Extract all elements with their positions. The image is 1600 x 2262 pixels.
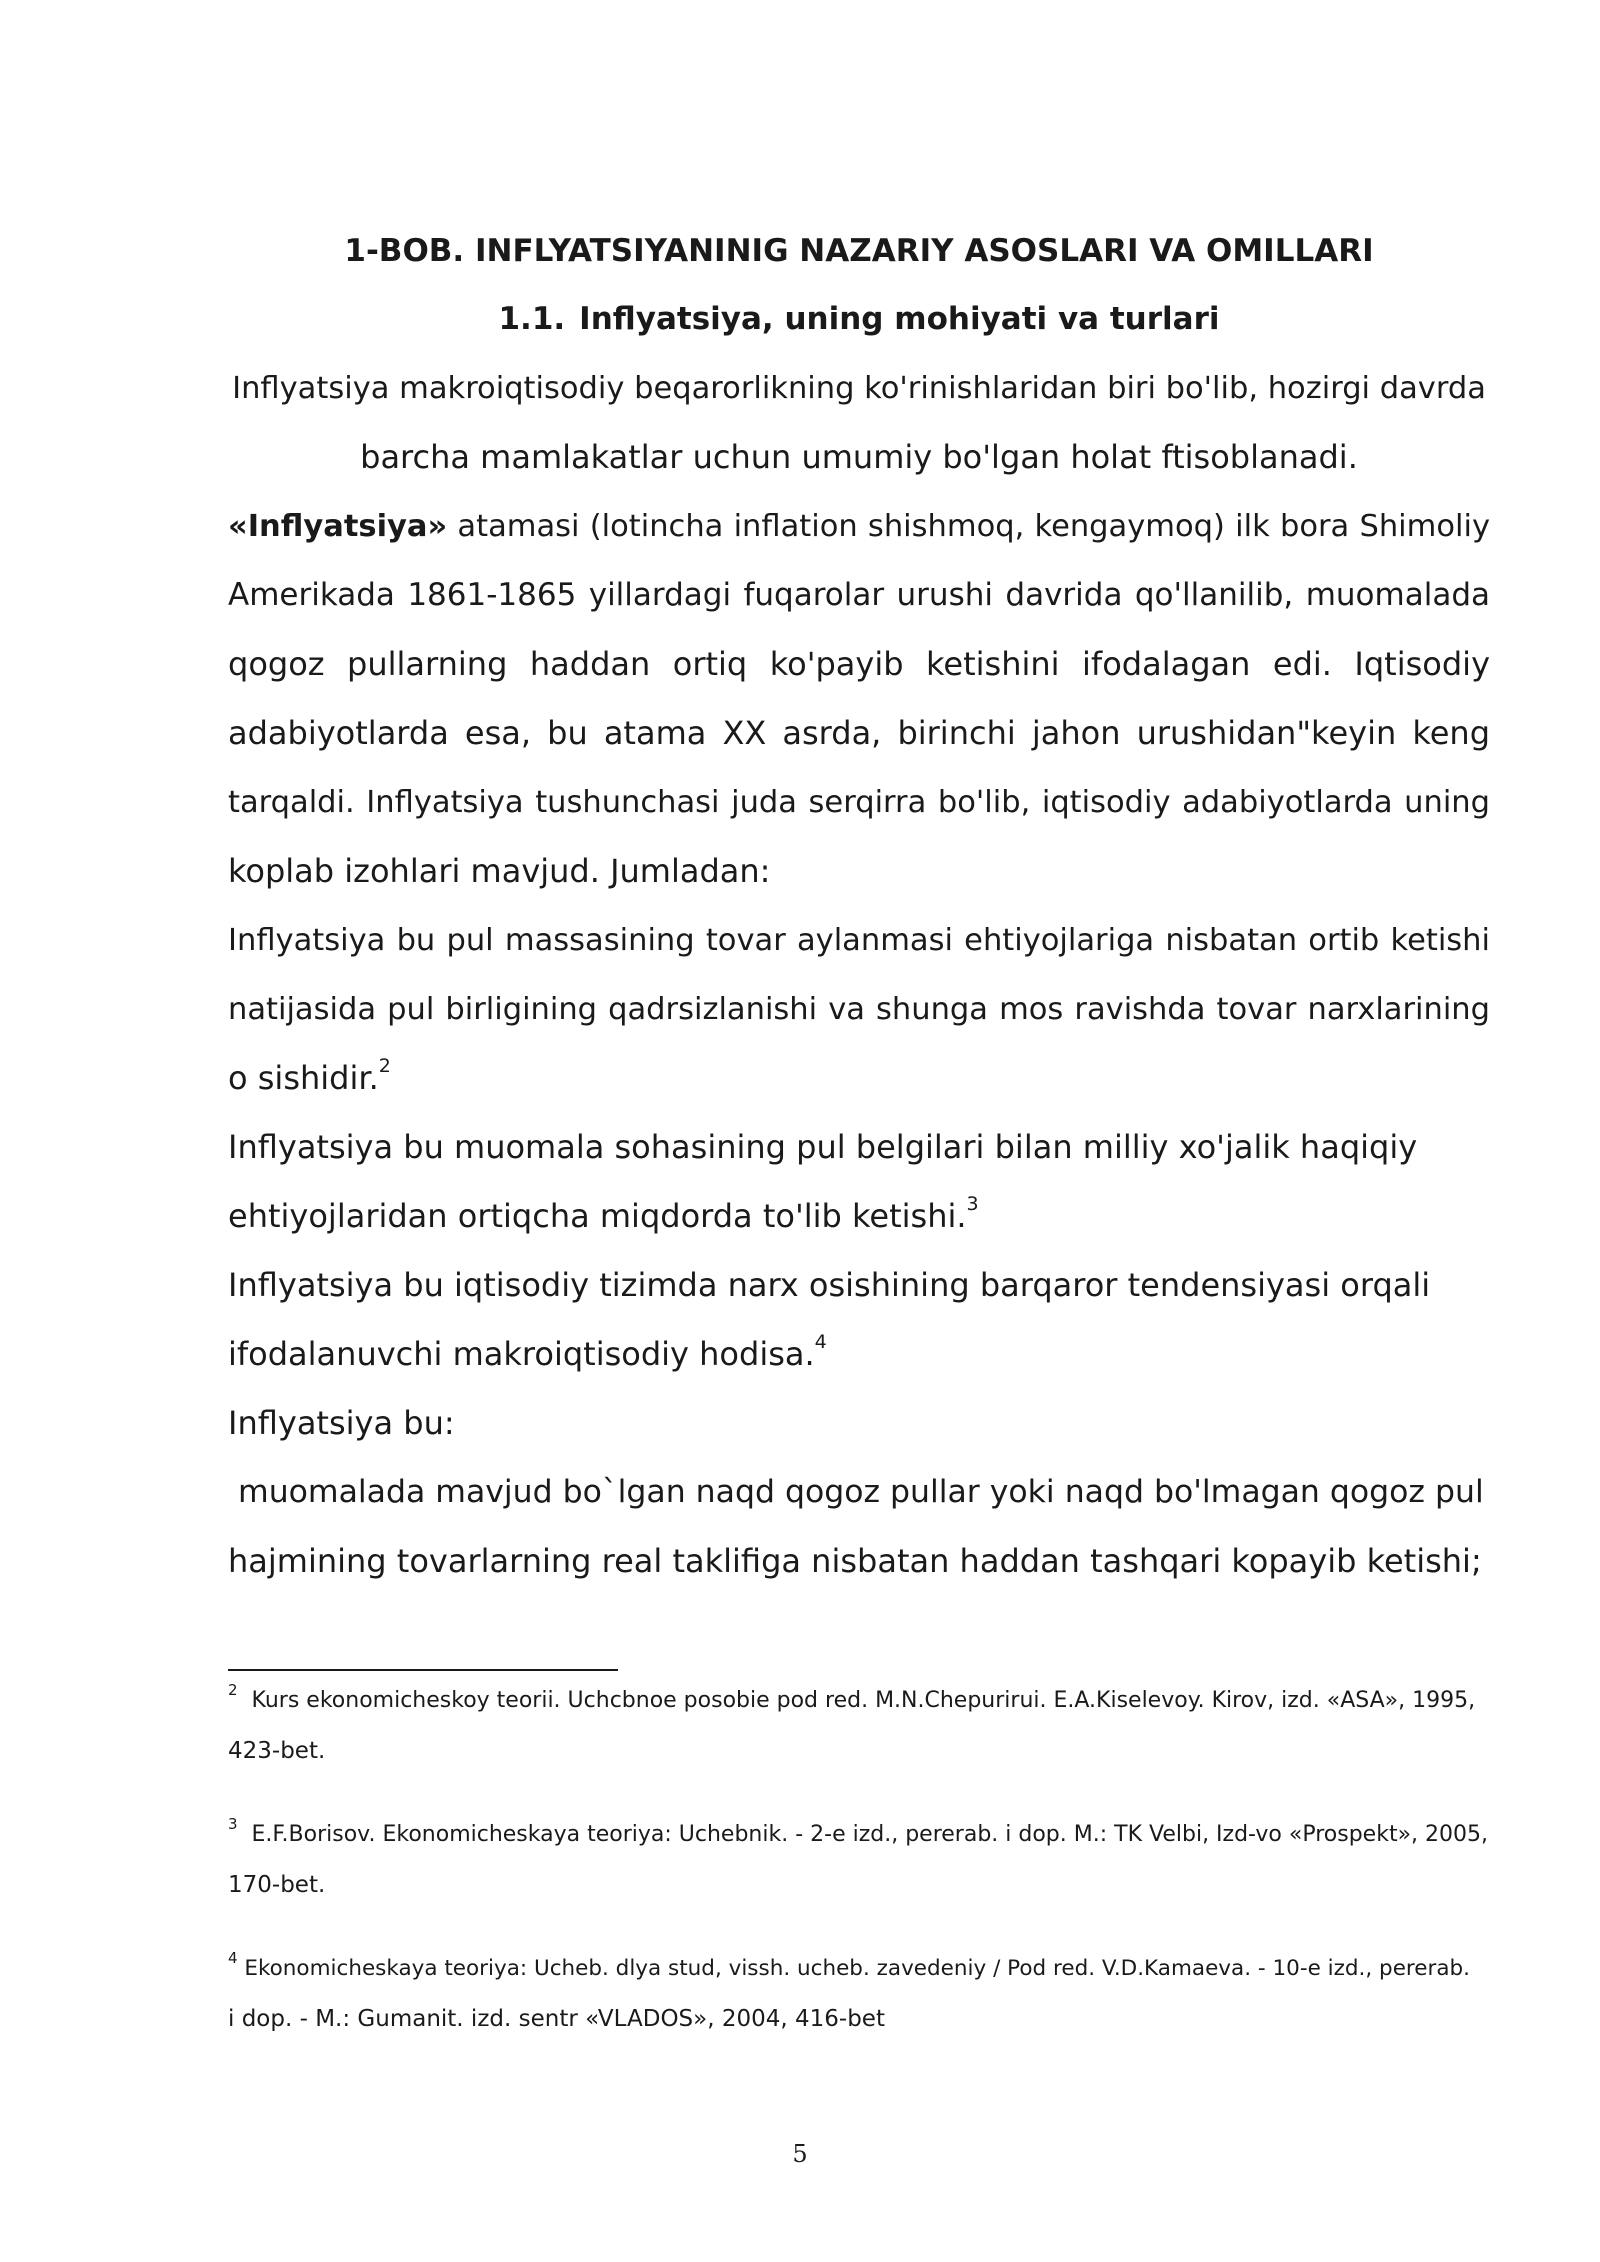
footnote-line (228, 1944, 1490, 1994)
definition-text: o sishidir. (228, 1059, 379, 1097)
footnote-text: Kurs ekonomicheskoy teorii. Uchcbnoe posobie pod red. M.N.Chepurirui. E.A.Kiselevoy. Kirov, izd. «ASA», 1995, (237, 1688, 1476, 1713)
paragraph-line: koplab izohlari mavjud. Jumladan: (228, 852, 771, 890)
footnote-line: i dop. - M.: Gumanit. izd. sentr «VLADOS», 2004, 416-bet (228, 2006, 885, 2032)
footnote-separator (228, 1669, 618, 1671)
section-title: Inflyatsiya, uning mohiyati va turlari (579, 301, 1220, 337)
definition-line (228, 1182, 1490, 1251)
section-number: 1.1. (498, 301, 566, 337)
paragraph-line: Amerikada 1861-1865 yillardagi fuqarolar urushi davrida qo'llanilib, muomalada (228, 577, 1490, 613)
footnote-text: E.F.Borisov. Ekonomicheskaya teoriya: Uchebnik. - 2-e izd., pererab. i dop. M.: TK Velbi, Izd-vo «Prospekt», 2005, (237, 1822, 1488, 1847)
definition-line: natijasida pul birligining qadrsizlanishi va shunga mos ravishda tovar narxlarining (228, 992, 1490, 1027)
footnote-reference[interactable]: 2 (378, 1055, 391, 1077)
definition-line (228, 1044, 1490, 1113)
footnote-text: Ekonomicheskaya teoriya: Ucheb. dlya stud, vissh. ucheb. zavedeniy / Pod red. V.D.Kamaeva. - 10-e izd., pererab. (237, 1956, 1471, 1981)
footnote-mark: 3 (228, 1815, 238, 1833)
footnote-line (228, 1676, 1490, 1726)
definition-line: Inflyatsiya bu muomala sohasining pul belgilari bilan milliy xo'jalik haqiqiy (228, 1128, 1418, 1166)
chapter-title: 1-BOB. INFLYATSIYANINIG NAZARIY ASOSLARI VA OMILLARI (344, 233, 1374, 269)
footnote-reference[interactable]: 3 (966, 1193, 979, 1215)
definition-line (228, 1320, 1490, 1389)
definition-line: muomalada mavjud bo`lgan naqd qogoz pullar yoki naqd bo'lmagan qogoz pul (228, 1474, 1484, 1510)
paragraph-line: qogoz pullarning haddan ortiq ko'payib ketishini ifodalagan edi. Iqtisodiy (228, 645, 1490, 683)
definition-line: Inflyatsiya bu iqtisodiy tizimda narx osishining barqaror tendensiyasi orqali (228, 1266, 1431, 1304)
footnotes (228, 1676, 1490, 2044)
paragraph-line-text: atamasi (lotincha inflation shishmoq, kengaymoq) ilk bora Shimoliy (447, 509, 1490, 544)
paragraph-line: adabiyotlarda esa, bu atama XX asrda, birinchi jahon urushidan"keyin keng (228, 714, 1490, 752)
footnote-line: 423-bet. (228, 1738, 326, 1764)
definition-line: hajmining tovarlarning real taklifiga nisbatan haddan tashqari kopayib ketishi; (228, 1542, 1482, 1580)
footnote-gap (228, 1910, 1490, 1944)
main-text (228, 218, 1490, 1596)
intro-line: barcha mamlakatlar uchun umumiy bo'lgan holat ftisoblanadi. (360, 438, 1358, 476)
section-heading (228, 284, 1490, 354)
term-inflyatsiya: «Inflyatsiya» (228, 509, 448, 544)
footnote-reference[interactable]: 4 (814, 1331, 827, 1353)
paragraph-line (228, 492, 1490, 561)
definition-line: Inflyatsiya bu pul massasining tovar aylanmasi ehtiyojlariga nisbatan ortib ketishi (228, 923, 1490, 958)
footnote-gap (228, 1776, 1490, 1810)
footnote-mark: 2 (228, 1681, 238, 1699)
footnote-line (228, 1810, 1490, 1860)
footnote-mark: 4 (228, 1949, 238, 1967)
definition-text: ifodalanuvchi makroiqtisodiy hodisa. (228, 1335, 815, 1373)
intro-line: Inflyatsiya makroiqtisodiy beqarorlikning ko'rinishlaridan biri bo'lib, hozirgi davrda (232, 371, 1486, 406)
definition-lead: Inflyatsiya bu: (228, 1404, 455, 1442)
paragraph-line: tarqaldi. Inflyatsiya tushunchasi juda serqirra bo'lib, iqtisodiy adabiyotlarda uning (228, 785, 1490, 820)
page-number: 5 (792, 2140, 808, 2168)
footnote-line: 170-bet. (228, 1872, 326, 1898)
definition-text: ehtiyojlaridan ortiqcha miqdorda to'lib ketishi. (228, 1197, 967, 1235)
